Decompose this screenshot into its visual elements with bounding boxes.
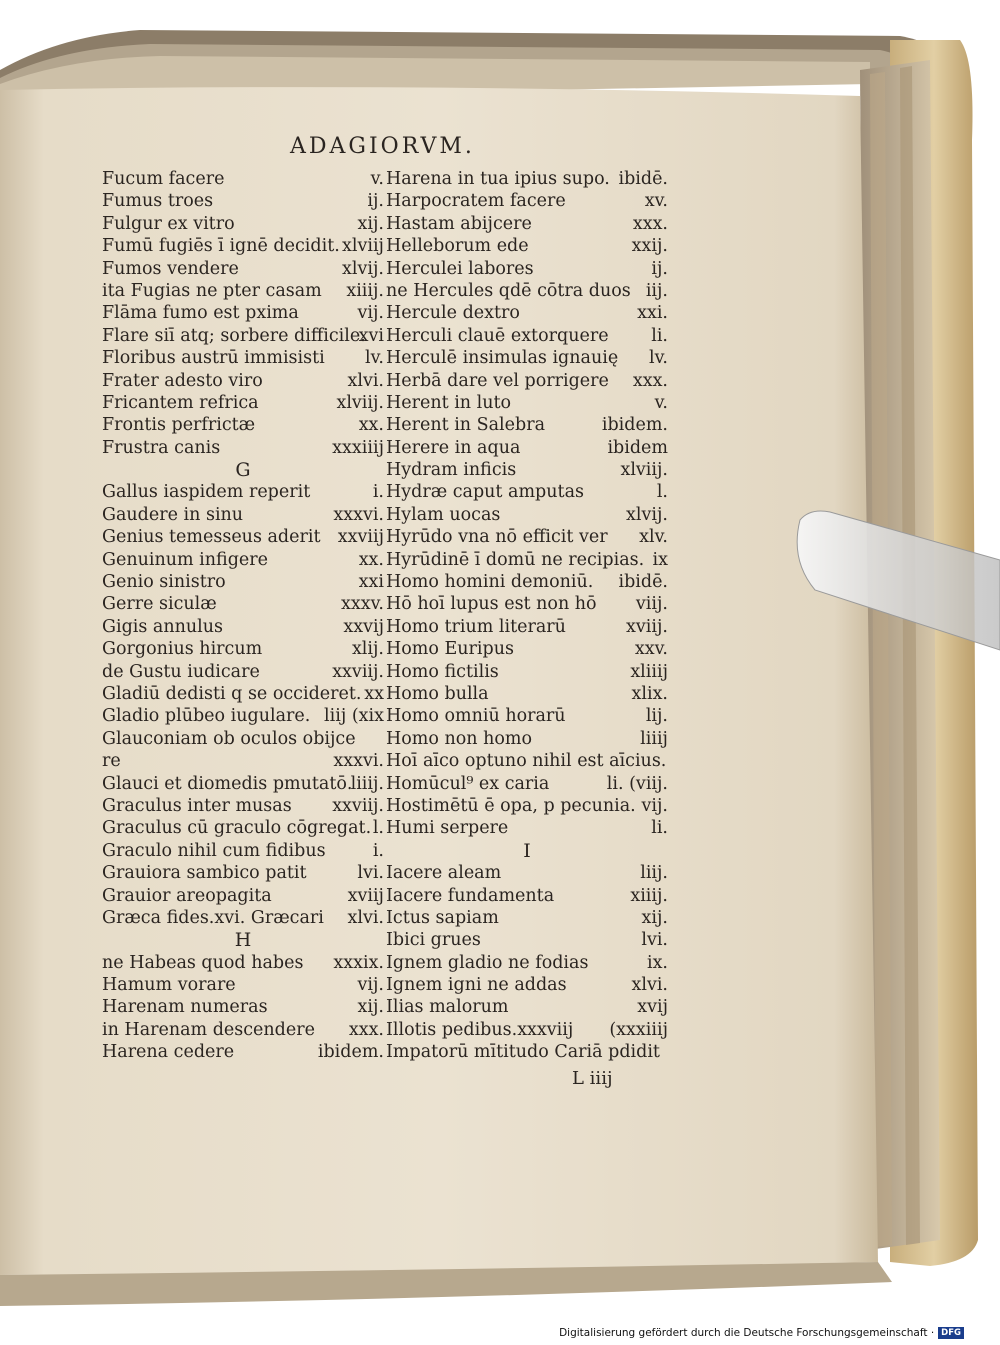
entry-phrase: Fricantem refrica <box>102 392 259 413</box>
index-entry <box>102 952 384 974</box>
entry-reference: xxxiiij <box>332 437 384 458</box>
entry-reference: xiiij. <box>346 280 384 301</box>
entry-reference: liiij <box>640 728 668 749</box>
entry-phrase: Homo Euripus <box>386 639 514 660</box>
entry-phrase: Hydram inficis <box>386 460 517 481</box>
entry-phrase: Homo trium literarū <box>386 616 566 637</box>
entry-phrase: Homo bulla <box>386 683 489 704</box>
entry-phrase: Fumus troes <box>102 191 214 212</box>
entry-phrase: Fumū fugiēs ī ignē decidit. <box>102 236 340 257</box>
index-entry <box>386 593 668 615</box>
entry-phrase: Flare siī atq; sorbere difficile. <box>102 325 366 346</box>
entry-reference: xxviij. <box>332 795 384 816</box>
entry-phrase: Iacere aleam <box>386 863 502 884</box>
index-entry <box>386 325 668 347</box>
index-entry <box>102 616 384 638</box>
entry-reference: xij. <box>641 907 668 928</box>
entry-reference: ibidē. <box>618 572 668 593</box>
index-entry <box>386 1019 668 1041</box>
entry-phrase: de Gustu iudicare <box>102 661 260 682</box>
entry-reference: ij. <box>367 191 384 212</box>
index-entry <box>102 661 384 683</box>
index-entry <box>102 414 384 436</box>
entry-reference: xxx. <box>632 213 668 234</box>
entry-reference: xlvi. <box>347 370 384 391</box>
entry-reference: xlv. <box>639 527 668 548</box>
entry-phrase: Harpocratem facere <box>386 191 566 212</box>
index-entry <box>102 437 384 459</box>
entry-phrase: Herbā dare vel porrigere <box>386 370 609 391</box>
entry-reference: xlviij <box>342 236 384 257</box>
index-entry <box>102 325 384 347</box>
index-entry <box>102 996 384 1018</box>
entry-phrase: Hoī aīco optuno nihil est aīcius. <box>386 751 667 772</box>
index-entry <box>386 996 668 1018</box>
entry-reference: xlij. <box>351 639 384 660</box>
entry-reference: xx. <box>358 415 384 436</box>
entry-reference: ibidem. <box>317 1042 384 1063</box>
index-entry <box>386 907 668 929</box>
index-entry <box>102 235 384 257</box>
index-entry <box>102 168 384 190</box>
entry-reference: xxxix. <box>333 952 384 973</box>
entry-reference: xxxv. <box>341 594 384 615</box>
entry-reference: v. <box>654 392 668 413</box>
entry-phrase: Iacere fundamenta <box>386 885 555 906</box>
entry-reference: vij. <box>641 795 668 816</box>
index-entry <box>102 750 384 772</box>
index-entry <box>386 661 668 683</box>
index-entry <box>386 862 668 884</box>
index-entry <box>102 190 384 212</box>
entry-phrase: Hylam uocas <box>386 504 501 525</box>
entry-reference: vij. <box>357 303 384 324</box>
index-entry <box>386 168 668 190</box>
index-entry <box>386 683 668 705</box>
entry-phrase: Hyrūdo vna nō efficit ver <box>386 527 608 548</box>
index-entry <box>102 795 384 817</box>
entry-reference: xxi. <box>637 303 668 324</box>
index-entry <box>386 549 668 571</box>
entry-phrase: Hō hoī lupus est non hō <box>386 594 597 615</box>
entry-reference: ij. <box>651 258 668 279</box>
index-entry <box>102 213 384 235</box>
entry-phrase: Hostimētū ē opa, p pecunia. <box>386 795 636 816</box>
entry-phrase: Homo non homo <box>386 728 533 749</box>
entry-phrase: Genius temesseus aderit <box>102 527 321 548</box>
index-column-left <box>102 168 384 1064</box>
entry-reference: xlvi. <box>631 975 668 996</box>
entry-reference: xxi <box>358 572 384 593</box>
index-entry <box>386 347 668 369</box>
entry-phrase: Homo omniū horarū <box>386 706 566 727</box>
index-entry <box>102 885 384 907</box>
index-entry <box>386 504 668 526</box>
entry-reference: xx. <box>358 549 384 570</box>
entry-reference: xlix. <box>631 683 668 704</box>
index-entry <box>386 213 668 235</box>
entry-phrase: G <box>235 459 251 482</box>
entry-phrase: Flāma fumo est pxima <box>102 303 299 324</box>
entry-reference: lvi. <box>357 863 384 884</box>
entry-reference: xlviij. <box>620 460 668 481</box>
entry-phrase: Ibici grues <box>386 930 481 951</box>
entry-reference: ibidē. <box>618 169 668 189</box>
entry-phrase: Graculus cū graculo cōgregat. <box>102 818 372 839</box>
entry-phrase: Illotis pedibus.xxxviij <box>386 1019 574 1040</box>
entry-reference: xviij. <box>626 616 668 637</box>
entry-reference: xij. <box>357 213 384 234</box>
index-entry <box>386 638 668 660</box>
dfg-logo-badge: DFG <box>938 1327 964 1339</box>
entry-reference: xxxvi. <box>333 504 384 525</box>
index-entry <box>102 862 384 884</box>
index-entry <box>386 459 668 481</box>
index-entry <box>102 526 384 548</box>
index-entry <box>386 750 668 772</box>
entry-phrase: Homo homini demoniū. <box>386 572 594 593</box>
index-entry <box>386 280 668 302</box>
index-entry <box>386 526 668 548</box>
index-entry <box>386 481 668 503</box>
entry-reference: li. <box>651 818 668 839</box>
entry-phrase: Herere in aqua <box>386 437 521 458</box>
index-entry <box>102 347 384 369</box>
entry-reference: iij. <box>645 280 668 301</box>
index-entry <box>102 549 384 571</box>
entry-reference: li. (viij. <box>606 773 668 794</box>
entry-reference: (xxxiiij <box>609 1019 668 1040</box>
index-entry <box>102 370 384 392</box>
index-entry <box>102 907 384 929</box>
index-entry <box>102 593 384 615</box>
index-entry <box>386 1041 668 1063</box>
index-entry <box>102 773 384 795</box>
entry-reference: viij. <box>635 594 668 615</box>
entry-phrase: Floribus austrū immisisti <box>102 348 325 369</box>
entry-reference: xxxvi. <box>333 751 384 772</box>
entry-phrase: Impatorū mītitudo Cariā pdidit <box>386 1042 660 1063</box>
entry-phrase: Graculus inter musas <box>102 795 292 816</box>
entry-reference: xxviij <box>337 527 384 548</box>
entry-phrase: Gerre siculæ <box>102 594 217 615</box>
entry-reference: lij. <box>645 706 668 727</box>
entry-reference: xlvij. <box>626 504 668 525</box>
entry-phrase: Grauior areopagita <box>102 885 272 906</box>
index-entry <box>386 885 668 907</box>
entry-reference: vij. <box>357 975 384 996</box>
index-entry <box>386 392 668 414</box>
index-entry <box>102 1041 384 1063</box>
entry-phrase: I <box>523 839 531 862</box>
entry-reference: v. <box>370 169 384 189</box>
section-letter <box>102 459 384 481</box>
entry-reference: xij. <box>357 997 384 1018</box>
entry-phrase: Homo fictilis <box>386 661 499 682</box>
entry-reference: xlvij. <box>342 258 384 279</box>
entry-phrase: ne Hercules qdē cōtra duos <box>386 280 631 301</box>
section-letter <box>102 929 384 951</box>
entry-phrase: Frater adesto viro <box>102 370 263 391</box>
entry-phrase: Humi serpere <box>386 818 509 839</box>
index-column-right <box>386 168 668 1064</box>
entry-reference: xlvi. <box>347 907 384 928</box>
index-entry <box>102 504 384 526</box>
entry-phrase: Gladio plūbeo iugulare. <box>102 706 311 727</box>
entry-phrase: Harena in tua ipius supo. <box>386 169 610 189</box>
entry-reference: ix. <box>646 952 668 973</box>
entry-phrase: Glauci et diomedis pmutatō. <box>102 773 353 794</box>
entry-reference: l. <box>656 482 668 503</box>
index-entry <box>386 795 668 817</box>
entry-reference: liij. <box>640 863 668 884</box>
entry-reference: lv. <box>365 348 384 369</box>
index-entry <box>386 370 668 392</box>
entry-phrase: Harena cedere <box>102 1042 235 1063</box>
index-entry <box>102 392 384 414</box>
entry-reference: ix <box>652 549 668 570</box>
entry-reference: li. <box>651 325 668 346</box>
entry-phrase: Gallus iaspidem reperit <box>102 482 311 503</box>
entry-phrase: Frustra canis <box>102 437 221 458</box>
entry-phrase: Herent in luto <box>386 392 512 413</box>
entry-reference: liiij. <box>350 773 384 794</box>
entry-phrase: Hastam abijcere <box>386 213 532 234</box>
index-entry <box>386 258 668 280</box>
entry-phrase: Græca fides.xvi. Græcari <box>102 907 324 928</box>
index-entry <box>386 571 668 593</box>
index-entry <box>102 728 384 750</box>
entry-reference: xxx. <box>632 370 668 391</box>
entry-reference: ibidem <box>607 437 668 458</box>
entry-phrase: Genuinum infigere <box>102 549 268 570</box>
index-entry <box>102 280 384 302</box>
index-entry <box>102 302 384 324</box>
entry-reference: l. <box>372 818 384 839</box>
index-entry <box>386 437 668 459</box>
index-entry <box>386 929 668 951</box>
entry-phrase: Fumos vendere <box>102 258 239 279</box>
entry-phrase: Hyrūdinē ī domū ne recipias. <box>386 549 645 570</box>
entry-phrase: Hamum vorare <box>102 975 236 996</box>
entry-phrase: ne Habeas quod habes <box>102 952 304 973</box>
entry-phrase: Glauconiam ob oculos obijce <box>102 728 356 749</box>
entry-reference: xvi <box>358 325 384 346</box>
entry-reference: xxx. <box>348 1019 384 1040</box>
index-entry <box>102 1019 384 1041</box>
digitization-credit <box>559 1327 964 1339</box>
entry-phrase: Gigis annulus <box>102 616 224 637</box>
index-entry <box>102 571 384 593</box>
entry-reference: xliiij <box>630 661 668 682</box>
entry-phrase: Gorgonius hircum <box>102 639 263 660</box>
entry-phrase: Homūcul⁹ ex caria <box>386 773 550 794</box>
index-entry <box>386 773 668 795</box>
index-entry <box>102 817 384 839</box>
entry-phrase: Herent in Salebra <box>386 415 546 436</box>
entry-reference: xxv. <box>634 639 668 660</box>
index-entry <box>386 952 668 974</box>
entry-phrase: Gaudere in sinu <box>102 504 244 525</box>
index-entry <box>386 302 668 324</box>
entry-reference: xiiij. <box>630 885 668 906</box>
entry-phrase: Ictus sapiam <box>386 907 499 928</box>
section-letter <box>386 840 668 862</box>
index-entry <box>386 728 668 750</box>
index-entry <box>102 638 384 660</box>
entry-phrase: Fulgur ex vitro <box>102 213 235 234</box>
entry-phrase: Ignem gladio ne fodias <box>386 952 589 973</box>
entry-phrase: Graculo nihil cum fidibus <box>102 840 326 861</box>
entry-reference: lvi. <box>641 930 668 951</box>
index-entry <box>102 481 384 503</box>
entry-phrase: Hydræ caput amputas <box>386 482 584 503</box>
entry-reference: ibidem. <box>601 415 668 436</box>
entry-phrase: Herculi clauē extorquere <box>386 325 609 346</box>
index-entry <box>386 974 668 996</box>
entry-phrase: re <box>102 751 121 772</box>
index-entry <box>102 974 384 996</box>
entry-phrase: Frontis perfrictæ <box>102 415 256 436</box>
entry-phrase: Harenam numeras <box>102 997 268 1018</box>
index-entry <box>102 840 384 862</box>
index-entry <box>386 414 668 436</box>
entry-reference: xviij <box>347 885 384 906</box>
entry-reference: xxvij <box>343 616 384 637</box>
entry-phrase: Fucum facere <box>102 169 225 189</box>
entry-phrase: Herculē insimulas ignauię <box>386 348 619 369</box>
entry-phrase: H <box>234 929 252 952</box>
entry-phrase: ita Fugias ne pter casam <box>102 280 322 301</box>
entry-phrase: in Harenam descendere <box>102 1019 315 1040</box>
index-entry <box>102 705 384 727</box>
index-entry <box>386 616 668 638</box>
signature-mark: L iiij <box>572 1068 613 1089</box>
entry-reference: xxij. <box>631 236 668 257</box>
index-entry <box>386 235 668 257</box>
index-entry <box>386 190 668 212</box>
entry-reference: i. <box>372 840 384 861</box>
entry-phrase: Grauiora sambico patit <box>102 863 307 884</box>
entry-phrase: Ilias malorum <box>386 997 509 1018</box>
entry-reference: xlviij. <box>336 392 384 413</box>
entry-reference: xxviij. <box>332 661 384 682</box>
entry-reference: lv. <box>649 348 668 369</box>
entry-reference: xv. <box>644 191 668 212</box>
credit-text: Digitalisierung gefördert durch die Deutsche Forschungsgemeinschaft · <box>559 1327 935 1339</box>
entry-phrase: Helleborum ede <box>386 236 529 257</box>
entry-reference: xx <box>364 683 384 704</box>
running-head: ADAGIORVM. <box>290 134 475 159</box>
entry-phrase: Gladiū dedisti q se occideret. <box>102 683 362 704</box>
index-entry <box>386 817 668 839</box>
entry-reference: i. <box>372 482 384 503</box>
entry-reference: liij (xix <box>324 706 384 727</box>
entry-reference: xvij <box>637 997 668 1018</box>
index-entry <box>102 683 384 705</box>
index-entry <box>102 258 384 280</box>
entry-phrase: Genio sinistro <box>102 572 226 593</box>
entry-phrase: Ignem igni ne addas <box>386 975 567 996</box>
entry-phrase: Herculei labores <box>386 258 534 279</box>
entry-phrase: Hercule dextro <box>386 303 520 324</box>
index-entry <box>386 705 668 727</box>
